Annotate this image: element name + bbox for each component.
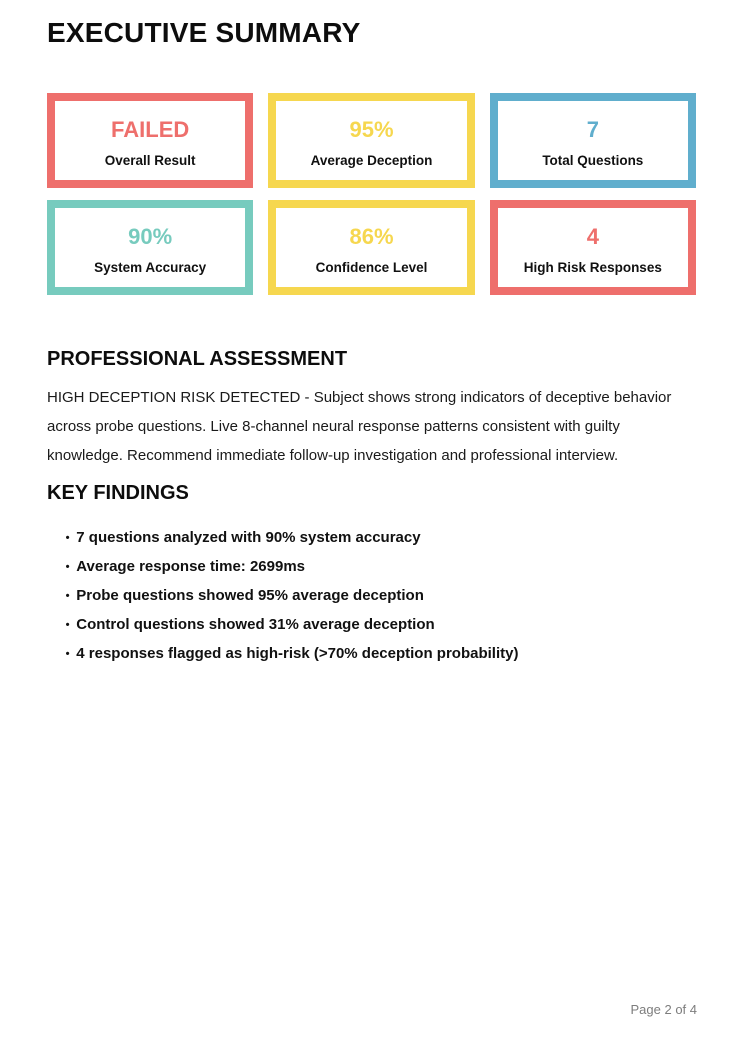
finding-text: Probe questions showed 95% average deception (76, 587, 424, 604)
stat-value: 86% (349, 224, 394, 249)
finding-item (65, 528, 696, 547)
finding-text: Control questions showed 31% average deception (76, 616, 435, 633)
stat-value: FAILED (111, 117, 190, 142)
bullet-icon: • (65, 589, 70, 602)
key-findings-heading: KEY FINDINGS (47, 482, 189, 504)
summary-stats-grid (47, 93, 696, 295)
stat-card-average-deception (268, 93, 474, 188)
stat-value: 95% (349, 117, 394, 142)
stat-label: High Risk Responses (523, 260, 662, 275)
stat-card-high-risk-responses (490, 200, 696, 295)
finding-item (65, 586, 696, 605)
key-findings-list (47, 528, 696, 663)
bullet-icon: • (65, 531, 70, 544)
stat-card-system-accuracy (47, 200, 253, 295)
finding-item (65, 557, 696, 576)
finding-item (65, 615, 696, 634)
stat-label: Confidence Level (315, 260, 428, 275)
finding-item (65, 644, 696, 663)
bullet-icon: • (65, 560, 70, 573)
stat-label: Total Questions (542, 153, 644, 168)
page-number: Page 2 of 4 (630, 1002, 697, 1017)
bullet-icon: • (65, 647, 70, 660)
stat-label: System Accuracy (94, 260, 207, 275)
assessment-heading: PROFESSIONAL ASSESSMENT (47, 348, 348, 370)
stat-value: 7 (586, 117, 599, 142)
stat-value: 4 (586, 224, 599, 249)
stat-value: 90% (128, 224, 173, 249)
stat-label: Overall Result (104, 153, 196, 168)
bullet-icon: • (65, 618, 70, 631)
assessment-body-text: HIGH DECEPTION RISK DETECTED - Subject shows strong indicators of deceptive behavior across probe questions. Live 8-channel neural response patterns consistent with guilty knowledge. Recommend immediate follow-up investigation and professional interview. (47, 389, 672, 464)
finding-text: 7 questions analyzed with 90% system accuracy (76, 529, 421, 546)
stat-card-total-questions (490, 93, 696, 188)
stat-label: Average Deception (310, 153, 433, 168)
stat-card-confidence-level (268, 200, 474, 295)
finding-text: 4 responses flagged as high-risk (>70% deception probability) (76, 645, 519, 662)
page-title: EXECUTIVE SUMMARY (47, 17, 361, 48)
finding-text: Average response time: 2699ms (76, 558, 305, 575)
stat-card-overall-result (47, 93, 253, 188)
